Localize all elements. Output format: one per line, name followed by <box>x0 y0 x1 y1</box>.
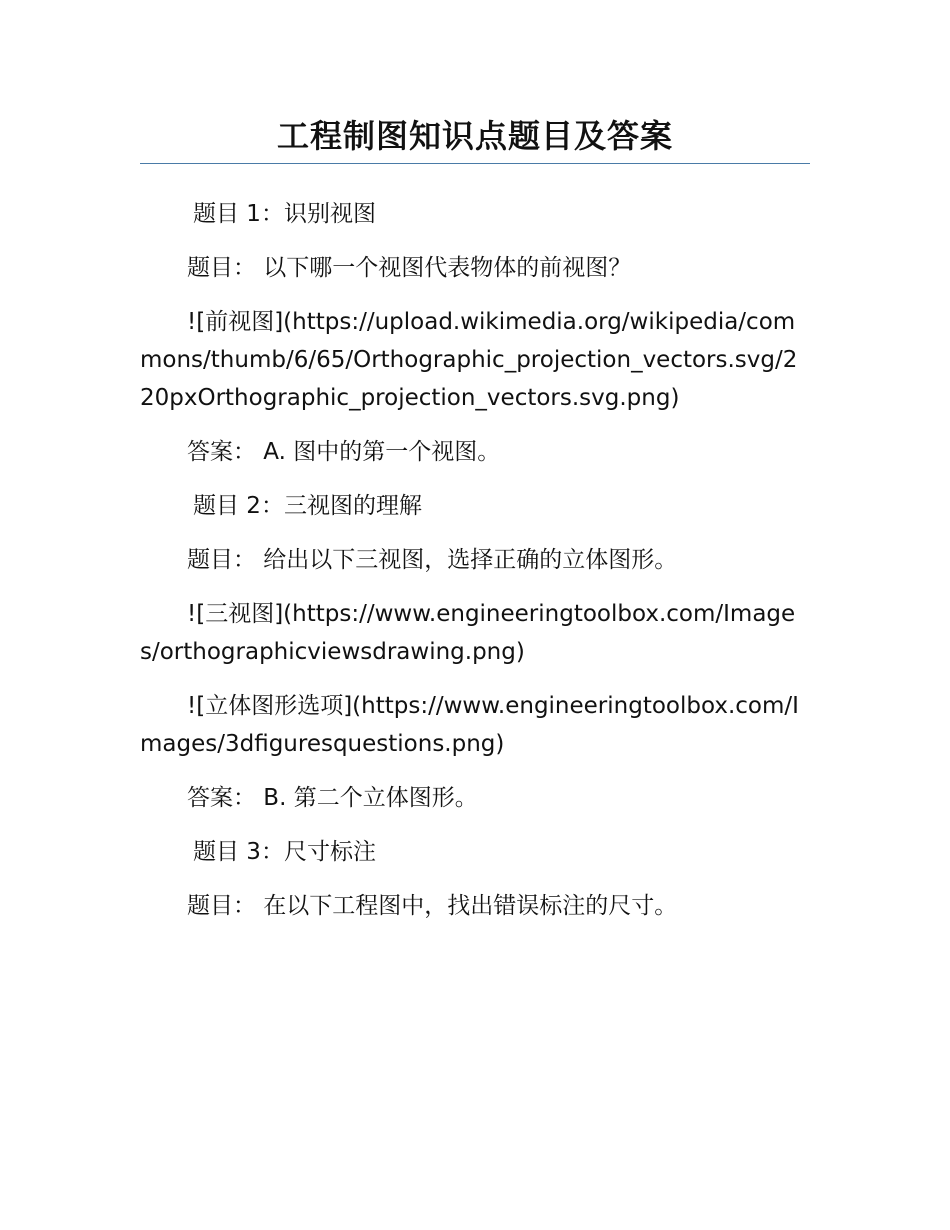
question-1-image-link: ![前视图](https://upload.wikimedia.org/wikipedia/commons/thumb/6/65/Orthographic_projection_vectors.svg/220pxOrthographic_projection_vectors.svg.png) <box>140 309 798 411</box>
title-underline <box>140 163 810 164</box>
question-1-answer: 答案： A. 图中的第一个视图。 <box>187 439 501 465</box>
question-1-heading: 题目 1：识别视图 <box>193 201 376 227</box>
question-2-prompt: 题目： 给出以下三视图，选择正确的立体图形。 <box>187 547 678 573</box>
document-body <box>140 195 812 941</box>
question-2-heading: 题目 2：三视图的理解 <box>193 493 422 519</box>
question-2-views-image-link: ![三视图](https://www.engineeringtoolbox.com/Images/orthographicviewsdrawing.png) <box>140 601 796 665</box>
question-1-prompt: 题目： 以下哪一个视图代表物体的前视图？ <box>187 255 632 281</box>
question-3-prompt: 题目： 在以下工程图中，找出错误标注的尺寸。 <box>187 893 678 919</box>
question-3-heading: 题目 3：尺寸标注 <box>193 839 376 865</box>
question-2-answer: 答案： B. 第二个立体图形。 <box>187 785 478 811</box>
document-title: 工程制图知识点题目及答案 <box>276 117 673 155</box>
question-2-options-image-link: ![立体图形选项](https://www.engineeringtoolbox.com/Images/3dfiguresquestions.png) <box>140 693 799 757</box>
